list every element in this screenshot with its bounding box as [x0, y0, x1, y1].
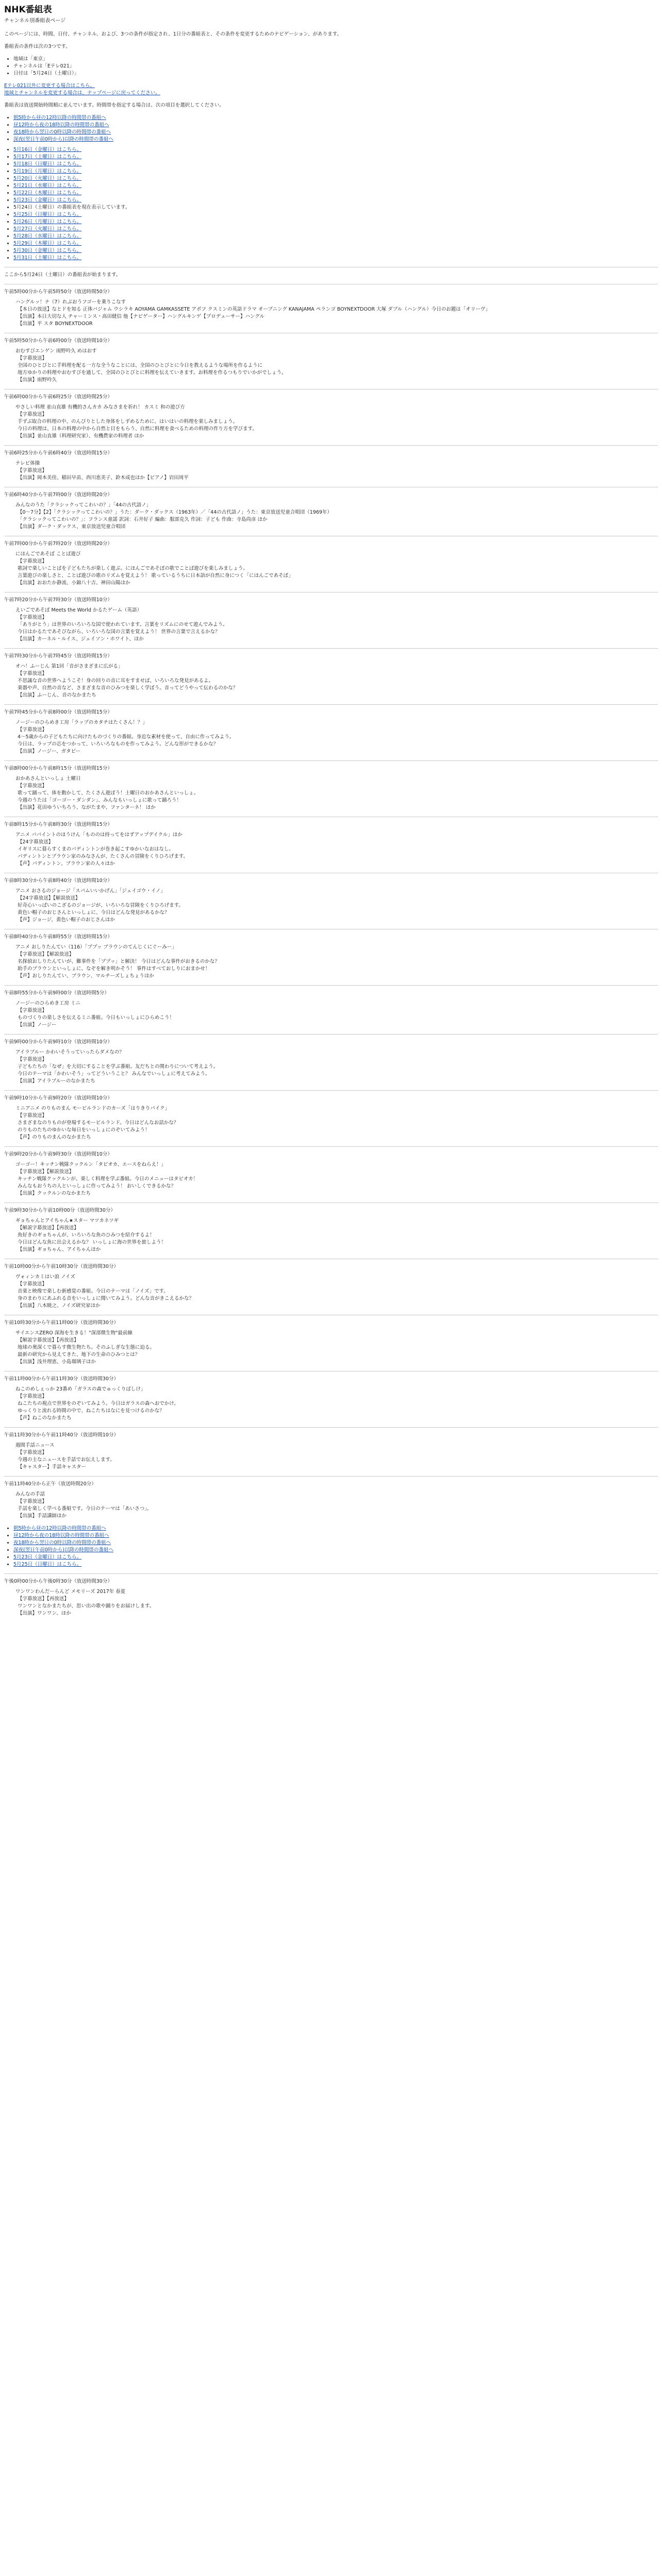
program-detail [15, 348, 658, 384]
program-description: 【声】ジョージ、黄色い帽子のおじさんほか [18, 917, 115, 923]
program-block [4, 990, 658, 1029]
program-detail [15, 299, 658, 328]
mid-nav-item [13, 1554, 658, 1561]
mid-nav-item [13, 1539, 658, 1547]
program-time: 午前9時30分から午前10時00分（放送時間30分） [4, 1208, 115, 1213]
program-description: 【字幕放送】 [18, 1113, 47, 1118]
program-title[interactable]: ハングルッ！ナ（7）れぶおうフゴーを乗りこなす [15, 299, 126, 305]
program-block [4, 1095, 658, 1141]
program-title[interactable]: 週間手話ニュース [15, 1443, 55, 1448]
program-title[interactable]: にほんごであそぼ ことば遊び [15, 551, 81, 557]
divider [4, 1573, 658, 1574]
program-description: 魚好きのギョちゃんが、いろいろな魚のひみつを紹介するよ！ [18, 1232, 155, 1238]
program-title[interactable]: みんなのうた「クラシックってこわいの？」「44の古代語ノ」 [15, 502, 152, 508]
mid-nav-link[interactable]: 5月25日（日曜日）はこちら。 [13, 1562, 82, 1567]
program-title[interactable]: アニメ おしりたんてい（116）「ププッ ブラウンのてんじくにぐーみー」 [15, 944, 177, 950]
date-nav-item [13, 182, 658, 190]
program-description: 【字幕放送】 [18, 412, 47, 417]
program-description: パディントンとブラウン家のみなさんが、たくさんの冒険をくりひろげます。 [18, 854, 188, 859]
program-time: 午前7時45分から午前8時00分（放送時間15分） [4, 709, 112, 715]
program-description: 【字幕放送】【解説放送】 [18, 952, 74, 957]
program-time: 午前8時30分から午前8時40分（放送時間10分） [4, 878, 112, 884]
program-detail [15, 719, 658, 755]
time-nav-list [13, 114, 658, 143]
program-block [4, 289, 658, 328]
program-time: 午後0時00分から午後0時30分（放送時間30分） [4, 1579, 112, 1584]
time-nav-item [13, 114, 658, 122]
date-nav-item [13, 233, 658, 240]
divider [4, 1202, 658, 1203]
program-title[interactable]: ノージーのひらめき工房 ミニ [15, 1001, 81, 1006]
program-description: のりものたちのゆかいな毎日をいっしょにのぞいてみよう！ [18, 1127, 150, 1133]
program-title[interactable]: オハ！ふーじん 第1回「音がさまざまに広がる」 [15, 664, 123, 669]
program-detail [15, 1274, 658, 1310]
mid-time-nav-list [13, 1525, 658, 1568]
program-detail [15, 1588, 658, 1617]
divider [4, 1427, 658, 1428]
program-description: 【24字幕放送】 [18, 839, 54, 845]
date-nav-item [13, 168, 658, 175]
program-description: さまざまなのりものが登場するモービルランド。今日はどんなお話かな？ [18, 1120, 179, 1126]
program-description: 【出演】浅井理恵、小島瑠璃子ほか [18, 1359, 96, 1365]
program-description: 今日はかるたであそびながら、いろいろな国の言葉を覚えよう！ 世界の言葉で言えるかな？ [18, 629, 220, 635]
program-description: ワンワンとなかまたちが、思い出の歌や踊りをお届けします。 [18, 1603, 155, 1609]
program-description: 歌詞で楽しいことばを子どもたちが楽しく遊ぶ。にほんごであそぼの歌でことば遊びを楽しみましょう。 [18, 566, 248, 571]
time-link-afternoon[interactable]: 昼12時から夜の18時以降の時間帯の番組へ [13, 122, 109, 128]
program-description: 【字幕放送】 [18, 1281, 47, 1287]
program-time: 午前11時00分から午前11時30分（放送時間30分） [4, 1376, 119, 1382]
program-description: 【字幕放送】 [18, 1394, 47, 1399]
program-detail [15, 1442, 658, 1471]
program-description: 【字幕放送】 [18, 1008, 47, 1013]
program-block [4, 394, 658, 440]
date-nav-item [13, 247, 658, 255]
program-title[interactable]: テレビ体操 [15, 461, 40, 466]
program-title[interactable]: アイラブルー かわいそうっていったらダメなの？ [15, 1049, 124, 1055]
program-title[interactable]: ねこのめしぇっか 23番め「ガラスの森でゅっくりばしけ」 [15, 1386, 146, 1392]
program-description: 【出演】花田ゆういちろう、ながたまや、ファンターネ！ ほか [18, 805, 156, 810]
program-description: 全国のひとびとに手料理を配る一方な全うなことには、全国のひとびとに今日を教えるような場所を作るように [18, 363, 263, 368]
program-detail [15, 607, 658, 643]
program-description: 【出演】ふーじん、音のなかまたち [18, 692, 96, 698]
program-time: 午前9時10分から午前9時20分（放送時間10分） [4, 1095, 112, 1101]
program-description: 【出演】八木暁之、ノイズ研究家ほか [18, 1303, 101, 1309]
program-description: ものづくりの楽しさを伝えるミニ番組。今日もいっしょにひらめこう！ [18, 1015, 175, 1021]
time-link-late-night[interactable]: 深夜(翌日午前0時から)以降の時間帯の番組へ [13, 137, 113, 142]
program-description: 最新の研究から見えてきた、地下の生命のひみつとは？ [18, 1352, 140, 1358]
program-block [4, 1151, 658, 1197]
program-description: ゆっくりと流れる時間の中で、ねこたちはなにを見つけるのかな？ [18, 1408, 164, 1414]
mid-nav-item [13, 1525, 658, 1532]
program-description: 【字幕放送】 [18, 783, 47, 789]
program-description: 音楽と映像で楽しむ新感覚の番組。今日のテーマは「ノイズ」です。 [18, 1289, 169, 1294]
program-block [4, 934, 658, 980]
program-detail [15, 944, 658, 980]
divider [4, 1090, 658, 1091]
date-nav-item [13, 240, 658, 247]
mid-nav-link[interactable]: 朝5時から昼の12時以降の時間帯の番組へ [13, 1526, 106, 1531]
program-block [4, 1481, 658, 1520]
program-description: 【声】ねこのなかまたち [18, 1415, 72, 1421]
program-block [4, 877, 658, 924]
program-description: 【出演】手話講師ほか [18, 1513, 67, 1519]
program-detail [15, 775, 658, 811]
mid-nav-link[interactable]: 昼12時から夜の18時以降の時間帯の番組へ [13, 1533, 109, 1538]
date-nav-item [13, 161, 658, 168]
program-title[interactable]: ヴォィンカミはい浪 ノイズ [15, 1274, 75, 1280]
program-detail [15, 1491, 658, 1520]
program-description: 【出演】岡本美佳、稲田早苗、西川恵美子、鈴木成也ほか【ピアノ】岩田周平 [18, 475, 189, 481]
date-nav-list [13, 146, 658, 262]
program-time: 午前8時15分から午前8時30分（放送時間15分） [4, 822, 112, 827]
program-time: 午前7時30分から午前7時45分（放送時間15分） [4, 653, 112, 659]
date-link[interactable]: 5月16日（金曜日）はこちら。 [13, 147, 82, 152]
date-link[interactable]: 5月17日（土曜日）はこちら。 [13, 154, 82, 160]
program-description: 【字幕放送】 [18, 468, 47, 473]
program-title[interactable]: ノージーのひらめき工房「ラップのカタチはたくさん！？」 [15, 720, 147, 725]
date-link[interactable]: 5月28日（水曜日）はこちら。 [13, 233, 82, 239]
program-description: 【字幕放送】 [18, 1499, 47, 1504]
program-block [4, 653, 658, 699]
date-current-label: 5月24日（土曜日）の番組表を現在表示しています。 [13, 205, 130, 210]
program-description: 【出演】並山直雄（料理研究家）、有機農家の料理者 ほか [18, 433, 144, 439]
program-description: 【出演】ダーク・ダックス、東京放送児童合唱団 [18, 524, 126, 530]
program-time: 午前10時30分から午前11時00分（放送時間30分） [4, 1320, 119, 1326]
intro-text: このページには、時間、日付、チャンネル、および、3つの条件が指定され、1日分の番組表と、その条件を変更するためのナビゲーション、があります。 [4, 31, 342, 37]
program-title[interactable]: アニメ おさるのジョージ「スパムいいかげん」「ジェイゴウ・イノ」 [15, 888, 166, 894]
program-description: 「クラシックってこわいの？」：フランス童謡 訳詞：石井好子 編曲：服部克久 作詞：子ども 作曲：寺島尚彦 ほか [18, 517, 268, 522]
divider [4, 648, 658, 649]
program-block [4, 492, 658, 531]
mid-nav-item [13, 1532, 658, 1539]
program-detail [15, 1049, 658, 1085]
conditions-heading: 番組表の条件は次の3つです。 [4, 44, 71, 49]
program-block [4, 1432, 658, 1471]
date-link[interactable]: 5月19日（月曜日）はこちら。 [13, 168, 82, 174]
program-title[interactable]: おかあさんといっしょ 土曜日 [15, 776, 81, 782]
program-title[interactable]: アニメ パパイントのほうけん「もののは持ってをはずアップデイクル」ほか [15, 832, 183, 838]
program-block [4, 1376, 658, 1422]
program-description: 今日のテーマは「かわいそう」ってどういうこと？ みんなでいっしょに考えてみよう。 [18, 1071, 210, 1077]
program-detail [15, 460, 658, 482]
time-nav-item [13, 136, 658, 143]
program-detail [15, 1000, 658, 1029]
program-time: 午前8時00分から午前8時15分（放送時間15分） [4, 766, 112, 771]
program-detail [15, 1330, 658, 1366]
program-detail [15, 832, 658, 868]
mid-nav-item [13, 1547, 658, 1554]
change-region-link[interactable]: 地域とチャンネルを変更する場合は、ナップページに戻ってください。 [4, 90, 160, 96]
program-time: 午前5時50分から午前6時00分（放送時間10分） [4, 338, 112, 344]
program-description: 今週の主なニュースを手話でお伝えします。 [18, 1457, 115, 1463]
date-link[interactable]: 5月25日（日曜日）はこちら。 [13, 212, 82, 217]
program-description: 【出演】ノージー [18, 1022, 57, 1028]
program-description: 4～5歳からの子どもたちに向けたものづくりの番組。身近な素材を使って、自由に作ってみよう。 [18, 734, 235, 740]
program-block [4, 765, 658, 811]
program-time: 午前9時00分から午前9時10分（放送時間10分） [4, 1039, 112, 1045]
page-title: チャンネル別番組表ページ [4, 18, 66, 24]
program-description: 好奇心いっぱいのこざるのジョージが、いろいろな冒険をくりひろげます。 [18, 903, 184, 908]
time-nav-heading: 番組表は放送開始時間順に並んでいます。時間帯を指定する場合は、次の項目を選択してください。 [4, 103, 224, 108]
program-time: 午前7時00分から午前7時20分（放送時間20分） [4, 541, 112, 547]
program-description: みんなもおうちの人といっしょに作ってみよう！ おいしくできるかな？ [18, 1183, 176, 1189]
program-time: 午前10時00分から午前10時30分（放送時間30分） [4, 1264, 119, 1269]
program-description: 地球の奥深くで暮らす微生物たち。そのふしぎな生態に迫る。 [18, 1345, 155, 1350]
date-link[interactable]: 5月18日（日曜日）はこちら。 [13, 161, 82, 167]
program-description: 【出演】カーネル・ルイス、ジェイソン・ホワイト、ほか [18, 636, 144, 642]
change-channel-link[interactable]: Eテレ021以外に変更する場合はこちら。 [4, 83, 95, 89]
program-description: 楽器や声、自然の音など、さまざまな音のひみつを楽しく学ぼう。音ってどうやって伝わるのかな？ [18, 685, 238, 691]
program-detail [15, 1217, 658, 1253]
program-description: 【出演】本日大切な人 チャーミンス・高田健信 他【ナビゲーター】ハングルキンゲ【プロデューサー】ハングル [18, 314, 264, 319]
program-title[interactable]: やさしい料理 並山直雄 有機的さんカカ みなさまを祈れ！ カスミ 和の遊び方 [15, 404, 185, 410]
conditions-list [13, 56, 658, 77]
condition-item: • 日付は「5月24日（土曜日）」 [13, 70, 658, 77]
program-description: 今日は、ラップの芯をつかって、いろいろなものを作ってみよう。どんな形ができるかな？ [18, 741, 219, 747]
top-nav-links [4, 82, 658, 97]
program-block [4, 597, 658, 643]
list-start-text: ここから5月24日（土曜日）の番組表が始まります。 [4, 272, 121, 278]
program-description: 【出演】ノージー、ガタピー [18, 749, 81, 754]
program-description: 【出演】平 スタ BOYNEXTDOOR [18, 321, 93, 327]
program-title[interactable]: ワンワンわんだーらんど メモリーズ 2017年 春夏 [15, 1589, 126, 1595]
program-description: 【字幕放送】 [18, 671, 47, 676]
condition-item: • チャンネルは「Eテレ021」 [13, 63, 658, 70]
date-nav-item [13, 211, 658, 218]
divider [4, 1146, 658, 1147]
program-description: イギリスに暮らすくまのパディントンが巻き起こすゆかいなおはなし。 [18, 846, 174, 852]
program-description: 【出演】おおたか静流、小錦八十吉、神田山陽ほか [18, 580, 130, 586]
program-list [4, 284, 658, 1520]
time-nav-item [13, 122, 658, 129]
program-description: 黄色い帽子のおじさんといっしょに、今日はどんな発見があるかな？ [18, 910, 170, 916]
program-title[interactable]: ゴーゴー！キッチン戦隊クックルン「タピオカ、エースをねらえ！」 [15, 1162, 167, 1167]
program-description: 「ありがとう」は世界のいろいろな国で使われています。言葉をリズムにのせて遊んでみよう。 [18, 622, 228, 628]
program-detail [15, 1386, 658, 1422]
date-link[interactable]: 5月31日（土曜日）はこちら。 [13, 255, 82, 261]
program-time: 午前6時40分から午前7時00分（放送時間20分） [4, 492, 112, 498]
divider [4, 445, 658, 446]
program-description: 【字幕放送】【解説放送】 [18, 1169, 74, 1175]
program-description: 今日の料理は、日本の料理の中から自然と目をもらう、自然に料理を食べるための料理の作り方を学びます。 [18, 426, 257, 432]
divider [4, 1476, 658, 1477]
program-time: 午前8時55分から午前9時00分（放送時間5分） [4, 990, 109, 996]
program-detail [15, 502, 658, 531]
program-block [4, 1039, 658, 1085]
date-nav-item [13, 197, 658, 204]
program-title[interactable]: サイエンスZERO 深海を生きる！"深部微生物"最前線 [15, 1330, 133, 1336]
program-description: 【字幕放送】 [18, 615, 47, 620]
program-description: 【キャスター】手話キャスター [18, 1464, 87, 1470]
date-nav-item [13, 226, 658, 233]
program-description: 名探偵おしりたんていが、難事件を「ププッ」と解決！ 今日はどんな事件がおきるのかな？ [18, 959, 220, 964]
site-title: NHK番組表 [4, 5, 52, 15]
date-nav-item [13, 154, 658, 161]
program-description: 手話を楽しく学べる番組です。今日のテーマは「あいさつ」。 [18, 1506, 152, 1512]
program-description: 手ずぶ取合の料理の中、のんびりとした身体をしずめるために、はいはいの料理を楽しみましょう。 [18, 419, 238, 425]
program-description: 【解説字幕放送】【再放送】 [18, 1225, 79, 1231]
program-detail [15, 1161, 658, 1197]
program-description: 【字幕放送】 [18, 727, 47, 733]
date-link[interactable]: 5月29日（木曜日）はこちら。 [13, 241, 82, 246]
program-description: 【解説字幕放送】【再放送】 [18, 1337, 79, 1343]
program-title[interactable]: みんなの手話 [15, 1492, 45, 1497]
condition-item: • 地域は「東京」 [13, 56, 658, 63]
program-description: 今日はどんな魚に出会えるかな？ いっしょに海の世界を旅しよう！ [18, 1240, 167, 1245]
program-block [4, 709, 658, 755]
program-block [4, 1578, 658, 1617]
program-description: 助手のブラウンといっしょに、なぞを解き明かそう！ 事件はすべておしりにおまかせ！ [18, 966, 210, 972]
date-link[interactable]: 5月20日（火曜日）はこちら。 [13, 176, 82, 181]
program-description: 【出演】クックルンのなかまたち [18, 1191, 91, 1196]
program-block [4, 1207, 658, 1253]
program-time: 午前6時25分から午前6時40分（放送時間15分） [4, 450, 112, 456]
program-time: 午前9時20分から午前9時30分（放送時間10分） [4, 1151, 112, 1157]
program-description: 【声】おしりたんてい、ブラウン、マルチーズしょちょうほか [18, 973, 154, 979]
date-nav-item [13, 255, 658, 262]
program-block [4, 1263, 658, 1310]
time-nav-item [13, 129, 658, 136]
divider [4, 1034, 658, 1035]
program-description: キッチン戦隊クックルンが、楽しく料理を学ぶ番組。今日のメニューはタピオカ！ [18, 1176, 198, 1182]
program-description: 【字幕放送】 [18, 1450, 47, 1455]
program-block [4, 337, 658, 384]
program-title[interactable]: ギョちゃんとアイちゃん★スター マツカネツギ [15, 1218, 119, 1224]
date-link[interactable]: 5月27日（火曜日）はこちら。 [13, 226, 82, 232]
program-description: 歌って踊って、体を動かして、たくさん遊ぼう！土曜日のおかあさんといっしょ。 [18, 790, 199, 796]
program-detail [15, 663, 658, 699]
program-description: 【出演】アイラブルーのなかまたち [18, 1078, 95, 1084]
program-detail [15, 404, 658, 440]
program-description: 身のまわりにあふれる音をいっしょに聞いてみよう。どんな音がきこえるかな？ [18, 1296, 194, 1301]
program-description: 今週のうたは「ゴーゴー・ダンダン」、みんなもいっしょに歌って踊ろう！ [18, 798, 182, 803]
program-description: 【出演】ワンワン、ほか [18, 1611, 71, 1616]
mid-nav-link[interactable]: 夜18時から翌日の0時以降の時間帯の番組へ [13, 1540, 111, 1546]
program-time: 午前7時20分から午前7時30分（放送時間10分） [4, 597, 112, 603]
program-description: 【本日の放送】なとドを知る 正体バジャム ウシラキ AOYAMA GAMKASSETE アボフ クスミンの英語ドラマ オープニング KANAJAMA ペランゴ BOYNEXTDOOR 大塚 ダブル（ハングル）今日のお題は「オリーヴ」 [18, 307, 490, 312]
program-description: 子どもたちの「なぜ」を大切にすることを学ぶ番組。友だちとの関わりについて考えよう。 [18, 1064, 219, 1070]
program-description: 【字幕放送】 [18, 558, 47, 564]
date-nav-item [13, 218, 658, 226]
program-time: 午前11時30分から午前11時40分（放送時間10分） [4, 1432, 119, 1438]
program-title[interactable]: おむすびエンゲン 雨野吟久 めはおす [15, 348, 97, 354]
divider [4, 985, 658, 986]
date-link[interactable]: 5月30日（金曜日）はこちら。 [13, 248, 82, 253]
divider [4, 760, 658, 761]
program-time: 午前11時40分から正午（放送時間20分） [4, 1481, 96, 1487]
date-nav-item [13, 175, 658, 182]
date-link[interactable]: 5月23日（金曜日）はこちら。 [13, 197, 82, 203]
time-link-evening[interactable]: 夜18時から翌日の0時以降の時間帯の番組へ [13, 129, 111, 135]
mid-nav-link[interactable]: 5月23日（金曜日）はこちら。 [13, 1554, 82, 1560]
date-link[interactable]: 5月21日（水曜日）はこちら。 [13, 183, 82, 189]
afternoon-program-list [4, 1573, 658, 1617]
mid-nav-link[interactable]: 深夜(翌日午前0時から)以降の時間帯の番組へ [13, 1547, 113, 1553]
program-detail [15, 1105, 658, 1141]
program-time: 午前5時00分から午前5時50分（放送時間50分） [4, 289, 112, 295]
program-description: ねこたちの視点で世界をのぞいてみよう。今日はガラスの森へおでかけ。 [18, 1401, 179, 1406]
program-description: 【字幕放送】 [18, 1057, 47, 1062]
time-link-morning[interactable]: 朝5時から昼の12時以降の時間帯の番組へ [13, 115, 106, 121]
program-description: 【声】のりものまんのなかまたち [18, 1134, 91, 1140]
program-description: 【0～7分】【2】「クラシックってこわいの？」うた：ダーク・ダックス（1963年）／「44の古代語ノ」うた：東京放送児童合唱団（1969年） [18, 510, 332, 515]
program-description: 【出演】雨野吟久 [18, 377, 57, 383]
date-nav-item [13, 146, 658, 154]
program-description: 【24字幕放送】【解説放送】 [18, 895, 80, 901]
program-block [4, 450, 658, 482]
date-link[interactable]: 5月26日（月曜日）はこちら。 [13, 219, 82, 225]
program-description: 【声】パディントン、ブラウン家の人々ほか [18, 861, 115, 867]
program-description: 【字幕放送】【再放送】 [18, 1596, 69, 1602]
program-description: 言葉遊びの楽しさと、ことば遊びの歌のリズムを覚えよう！ 歌っているうちに日本語が自然に身につく「にほんごであそぼ」 [18, 573, 293, 579]
program-time: 午前8時40分から午前8時55分（放送時間15分） [4, 934, 112, 940]
date-nav-item [13, 190, 658, 197]
program-description: 【出演】ギョちゃん、アイちゃんほか [18, 1247, 101, 1252]
program-block [4, 540, 658, 587]
program-description: 地方ゆかりの料理やおむすびを通して、全国のひとびとに料理を伝えていきます。お料理を作るつもりでいかがでしょう。 [18, 370, 287, 376]
date-nav-item [13, 204, 658, 211]
divider [4, 704, 658, 705]
program-block [4, 1319, 658, 1366]
program-detail [15, 551, 658, 587]
program-title[interactable]: ミニアニメ のりものまん モービルランドのカーズ「はりきりパイク」 [15, 1106, 170, 1111]
program-block [4, 821, 658, 868]
date-link[interactable]: 5月22日（木曜日）はこちら。 [13, 190, 82, 196]
program-description: 不思議な音の世界へようこそ！身の回りの音に耳をすませば、いろいろな発見があるよ。 [18, 678, 214, 684]
program-title[interactable]: えいごであそぼ Meets the World かるたゲーム（英語） [15, 607, 142, 613]
mid-nav-item [13, 1561, 658, 1568]
program-time: 午前6時00分から午前6時25分（放送時間25分） [4, 394, 112, 400]
program-detail [15, 888, 658, 924]
program-description: 【字幕放送】 [18, 355, 47, 361]
